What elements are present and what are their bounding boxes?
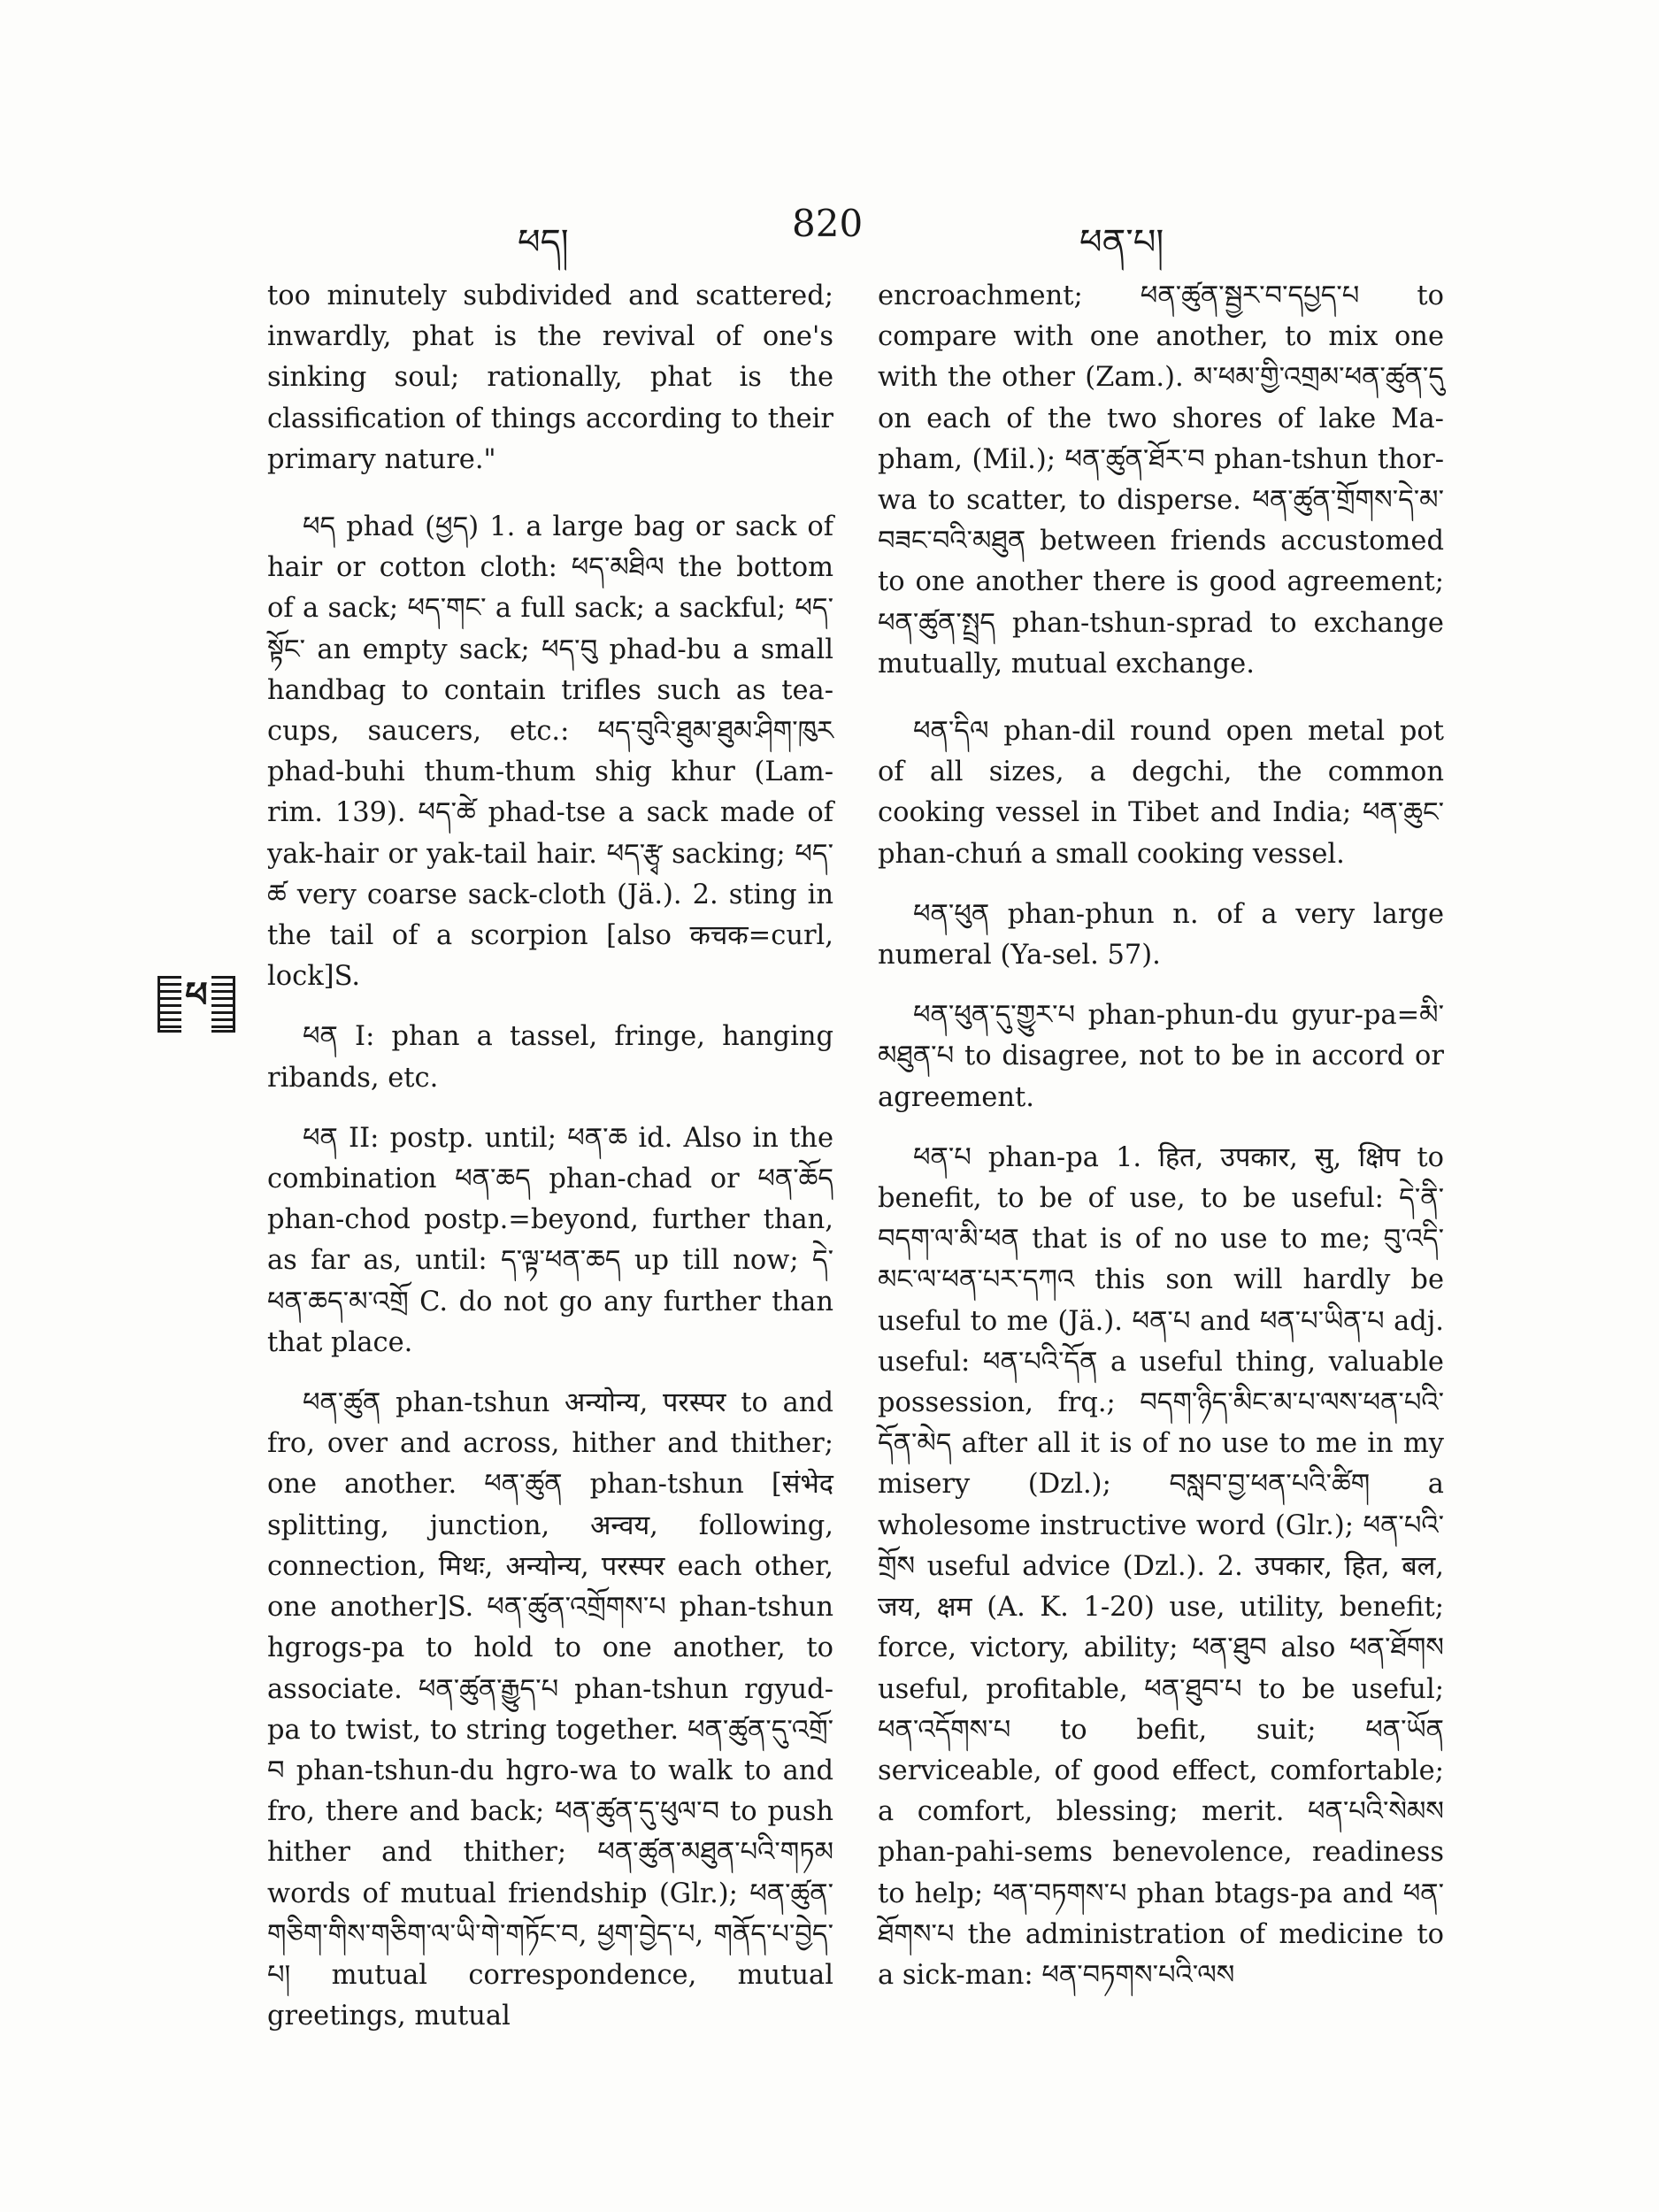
entry-phan-tshun: ཕན་ཚུན phan-tshun अन्योन्य, परस्पर to and fro, over and across, hither and thither; one another. ཕན་ཚུན phan-tshun [संभेद splitting, junction, अन्वय, following, connection, मिथः, अन्योन्य, परस्पर each other, one another]S. ཕན་ཚུན་འགྲོགས་པ phan-tshun hgrogs-pa to hold to one another, to associate. ཕན་ཚུན་རྒྱུད་པ phan-tshun rgyud-pa to twist, to string together. ཕན་ཚུན་དུ་འགྲོ་བ phan-tshun-du hgro-wa to walk to and fro, there and back; ཕན་ཚུན་དུ་ཕུལ་བ to push hither and thither; ཕན་ཚུན་མཐུན་པའི་གཏམ words of mutual friendship (Glr.); ཕན་ཚུན་ གཅིག་གིས་གཅིག་ལ་ཡི་གེ་གཏོང་བ, ཕྱག་བྱེད་པ, གནོད་པ་བྱེད་པ། mutual correspondence, mutual greetings, mutual xyxy=(267,1387,833,2032)
page-header xyxy=(0,202,1659,263)
section-letter-marker: ཕ xyxy=(157,976,235,1033)
entry-phan-phun-du: ཕན་ཕུན་དུ་གྱུར་པ phan-phun-du gyur-pa=མི་མཐུན་པ to disagree, not to be in accord or agreement. xyxy=(878,1000,1444,1113)
entry-phad: ཕད phad (ཕྱད) 1. a large bag or sack of hair or cotton cloth: ཕད་མཐིལ the bottom of a sack; ཕད་གང་ a full sack; a sackful; ཕད་སྟོང་ an empty sack; ཕད་བུ phad-bu a small handbag to contain trifles such as tea-cups, saucers, etc.: ཕད་བུའི་ཐུམ་ཐུམ་ཤིག་ཁུར phad-buhi thum-thum shig khur (Lam-rim. 139). ཕད་ཚེ phad-tse a sack made of yak-hair or yak-tail hair. ཕད་རྩྭ sacking; ཕད་ཚ very coarse sack-cloth (Jä.). 2. sting in the tail of a scorpion [also कचक=curl, lock]S. xyxy=(267,511,833,993)
entry-continuation-right: encroachment; ཕན་ཚུན་སྦྱར་བ་དཔྱད་པ to compare with one another, to mix one with the other (Zam.). མ་ཕམ་གྱི་འགྲམ་ཕན་ཚུན་དུ on each of the two shores of lake Ma-pham, (Mil.); ཕན་ཚུན་ཐོར་བ phan-tshun thor-wa to scatter, to disperse. ཕན་ཚུན་གྲོགས་དེ་མ་བཟང་བའི་མཐུན between friends accustomed to one another there is good agreement; ཕན་ཚུན་སྤྲད phan-tshun-sprad to exchange mutually, mutual exchange. xyxy=(878,280,1444,680)
running-head-left: ཕད། xyxy=(518,222,569,263)
entry-phan-2: ཕན II: postp. until; ཕན་ཆ id. Also in the combination ཕན་ཆད phan-chad or ཕན་ཆོད phan-chod postp.=beyond, further than, as far as, until: ད་ལྟ་ཕན་ཆད up till now; དེ་ཕན་ཆད་མ་འགྲོ C. do not go any further than that place. xyxy=(267,1122,833,1358)
running-head-right: ཕན་པ། xyxy=(1079,222,1164,263)
entry-phan-1: ཕན I: phan a tassel, fringe, hanging ribands, etc. xyxy=(267,1021,833,1094)
page-number: 820 xyxy=(792,202,864,245)
right-column xyxy=(878,276,1444,2016)
entry-phan-dil: ཕན་དིལ phan-dil round open metal pot of all sizes, a degchi, the common cooking vessel in Tibet and India; ཕན་ཆུང་ phan-chuń a small cooking vessel. xyxy=(878,716,1444,870)
entry-phan-pa: ཕན་པ phan-pa 1. हित, उपकार, सु, क्षिप to benefit, to be of use, to be useful: དེ་ནི་བདག་ལ་མི་ཕན that is of no use to me; བུ་འདི་མང་ལ་ཕན་པར་དཀའ this son will hardly be useful to me (Jä.). ཕན་པ and ཕན་པ་ཡིན་པ adj. useful: ཕན་པའི་དོན a useful thing, valuable possession, frq.; བདག་ཉིད་མིང་མ་པ་ལས་ཕན་པའི་དོན་མེད after all it is of no use to me in my misery (Dzl.); བསླབ་བྱ་ཕན་པའི་ཚིག a wholesome instructive word (Glr.); ཕན་པའི་གྲོས useful advice (Dzl.). 2. उपकार, हित, बल, जय, क्षम (A. K. 1-20) use, utility, benefit; force, victory, ability; ཕན་ཐུབ also ཕན་ཐོགས useful, profitable, ཕན་ཐུབ་པ to be useful; ཕན་འདོགས་པ to befit, suit; ཕན་ཡོན serviceable, of good effect, comfortable; a comfort, blessing; merit. ཕན་པའི་སེམས phan-pahi-sems benevolence, readiness to help; ཕན་བཏགས་པ phan btags-pa and ཕན་ཐོགས་པ the administration of medicine to a sick-man: ཕན་བཏགས་པའི་ལས xyxy=(878,1141,1444,1991)
entry-phan-phun: ཕན་ཕུན phan-phun n. of a very large numeral (Ya-sel. 57). xyxy=(878,898,1444,972)
left-column xyxy=(267,276,833,2056)
entry-continuation: too minutely subdivided and scattered; inwardly, phat is the revival of one's sinking soul; rationally, phat is the classification of things according to their primary nature." xyxy=(267,280,833,475)
